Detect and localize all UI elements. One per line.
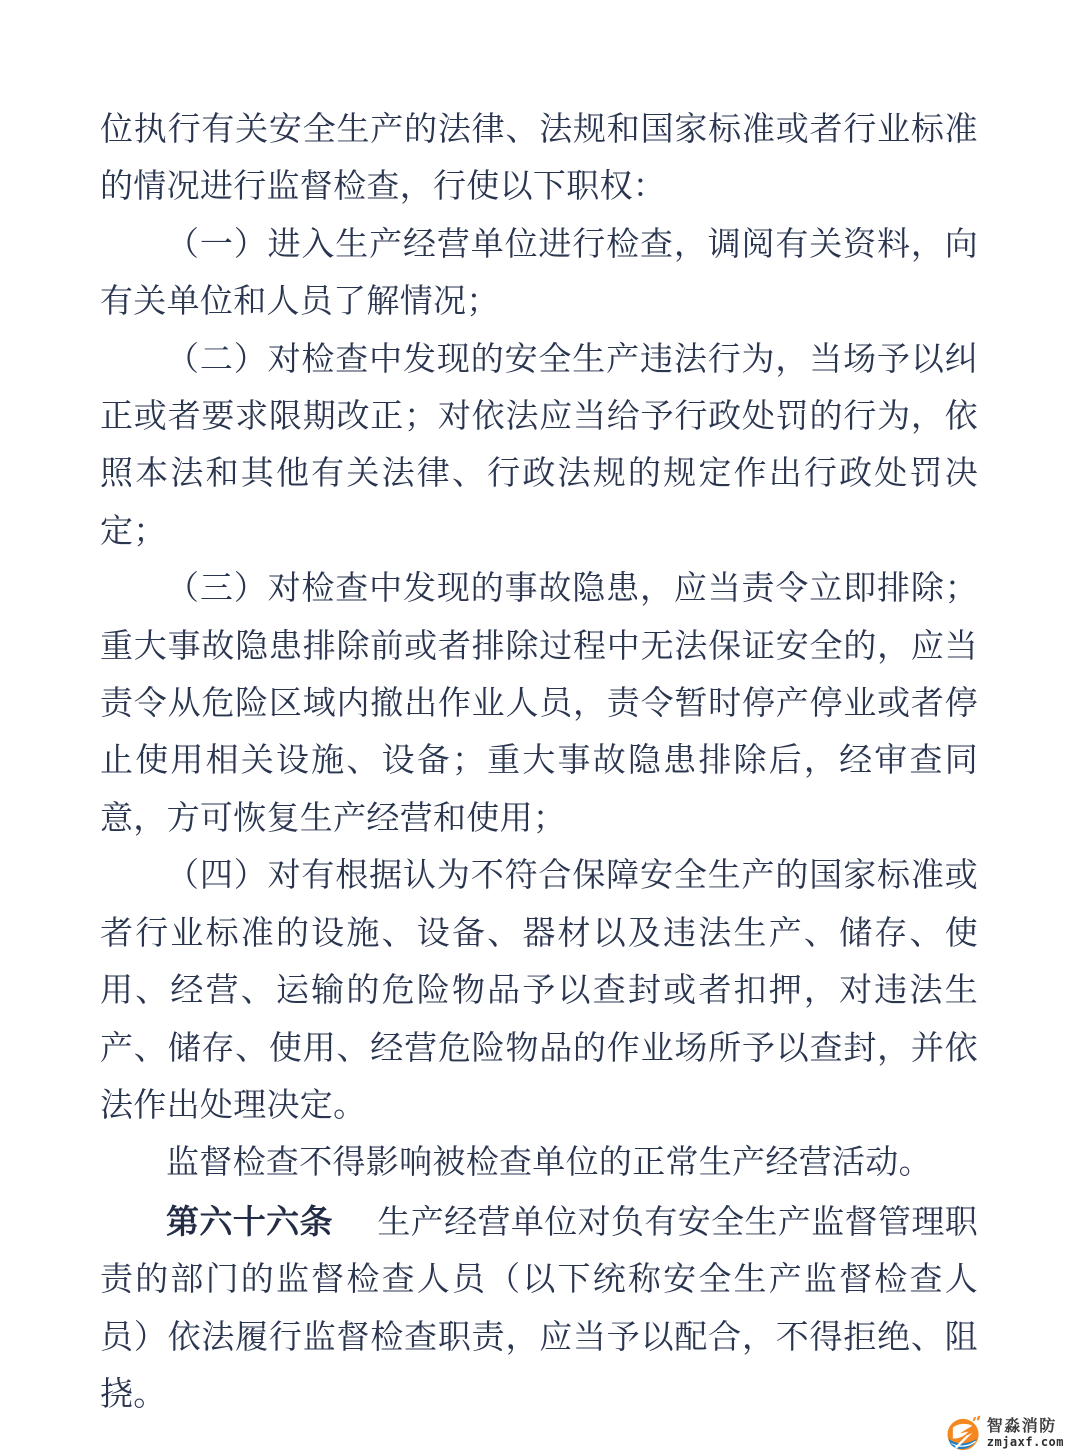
- watermark: [947, 1415, 1064, 1452]
- paragraph-article-66: [100, 1193, 978, 1425]
- article-number: 第六十六条: [166, 1202, 333, 1240]
- clause-item-2: （二）对检查中发现的安全生产违法行为，当场予以纠正或者要求限期改正；对依法应当给予行政处罚的行为，依照本法和其他有关法律、行政法规的规定作出行政处罚决定；: [100, 341, 978, 550]
- article-66-body: 生产经营单位对负有安全生产监督管理职责的部门的监督检查人员（以下统称安全生产监督检查人员）依法履行监督检查职责，应当予以配合，不得拒绝、阻挠。: [100, 1204, 979, 1413]
- law-text-block: [100, 102, 978, 1424]
- watermark-website: zmjaxf.com: [986, 1435, 1064, 1450]
- clause-item-4: （四）对有根据认为不符合保障安全生产的国家标准或者行业标准的设施、设备、器材以及违法生产、储存、使用、经营、运输的危险物品予以查封或者扣押，对违法生产、储存、使用、经营危险物品的作业场所予以查封，并依法作出处理决定。: [100, 858, 978, 1124]
- paragraph-supervision-note: 监督检查不得影响被检查单位的正常生产经营活动。: [166, 1145, 932, 1182]
- watermark-text: [987, 1418, 1064, 1450]
- clause-item-3: （三）对检查中发现的事故隐患，应当责令立即排除；重大事故隐患排除前或者排除过程中无法保证安全的，应当责令从危险区域内撤出作业人员，责令暂时停产停业或者停止使用相关设施、设备；重大事故隐患排除后，经审查同意，方可恢复生产经营和使用；: [100, 571, 978, 837]
- paragraph-continuation: 位执行有关安全生产的法律、法规和国家标准或者行业标准的情况进行监督检查，行使以下职权：: [100, 112, 978, 206]
- clause-item-1: （一）进入生产经营单位进行检查，调阅有关资料，向有关单位和人员了解情况；: [100, 226, 978, 321]
- watermark-brand-name: 智淼消防: [986, 1417, 1057, 1435]
- zhimiao-fire-logo-icon: [947, 1415, 982, 1452]
